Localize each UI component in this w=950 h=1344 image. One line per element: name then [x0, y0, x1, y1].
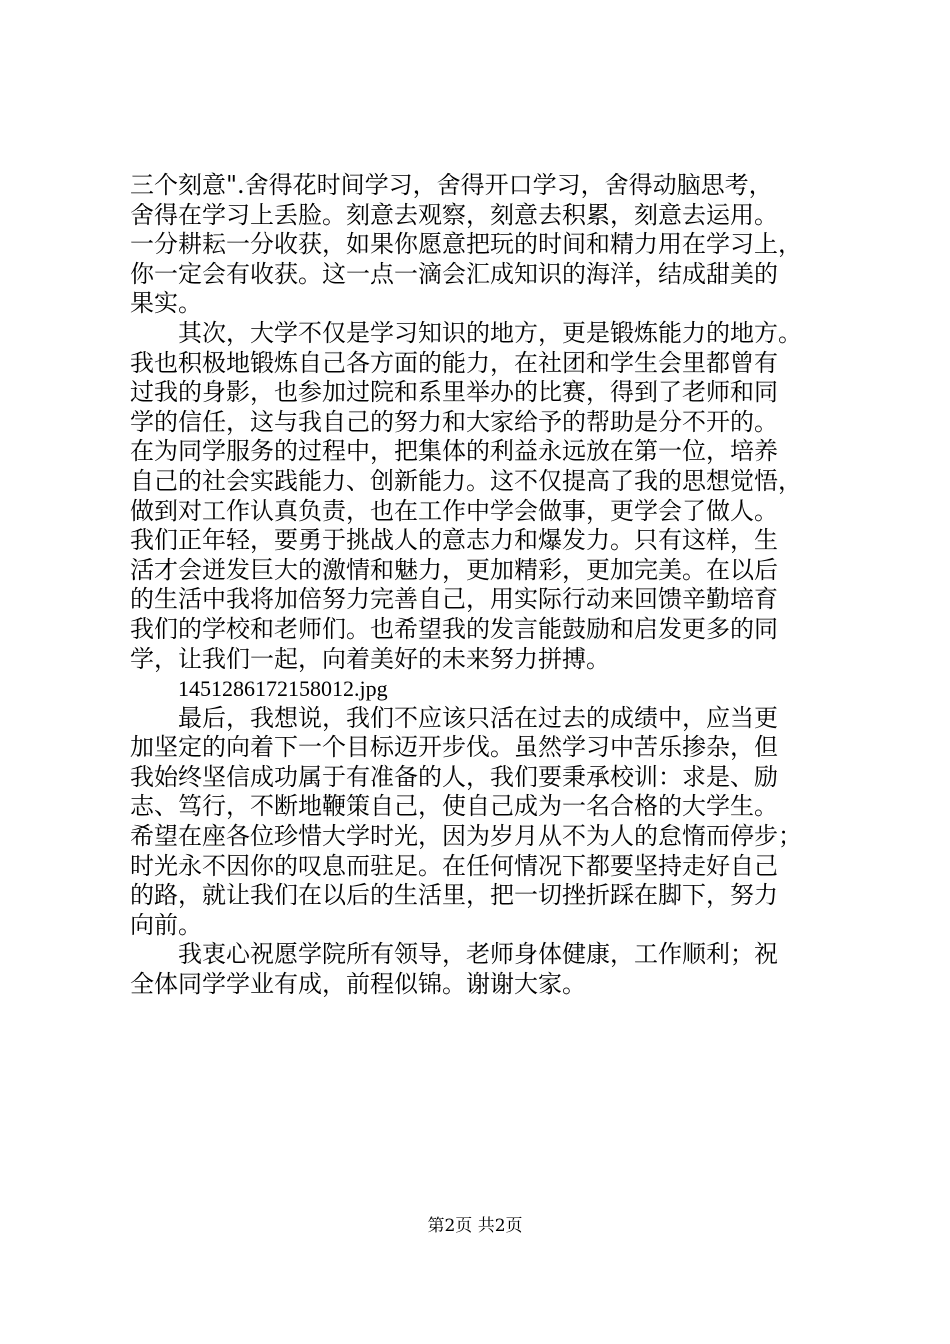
text-line: 学，让我们一起，向着美好的未来努力拼搏。 [130, 644, 610, 673]
text-line: 志、笃行，不断地鞭策自己，使自己成为一名合格的大学生。 [130, 792, 778, 821]
paragraph-start-line: 其次，大学不仅是学习知识的地方，更是锻炼能力的地方。 [178, 318, 802, 347]
paragraph-start-line: 我衷心祝愿学院所有领导，老师身体健康，工作顺利；祝 [178, 940, 778, 969]
text-line: 果实。 [130, 289, 202, 318]
text-line: 希望在座各位珍惜大学时光，因为岁月从不为人的怠惰而停步； [130, 822, 802, 851]
page-number: 第2页 共2页 [427, 1216, 523, 1236]
speech-body [130, 171, 850, 1000]
text-line: 活才会迸发巨大的激情和魅力，更加精彩，更加完美。在以后 [130, 555, 778, 584]
text-line: 三个刻意".舍得花时间学习，舍得开口学习，舍得动脑思考， [130, 171, 773, 199]
text-line: 舍得在学习上丢脸。刻意去观察，刻意去积累，刻意去运用。 [130, 200, 778, 229]
text-line: 向前。 [130, 910, 202, 939]
text-line: 时光永不因你的叹息而驻足。在任何情况下都要坚持走好自己 [130, 851, 778, 880]
text-line: 过我的身影，也参加过院和系里举办的比赛，得到了老师和同 [130, 378, 778, 407]
text-line: 的路，就让我们在以后的生活里，把一切挫折踩在脚下，努力 [130, 881, 778, 910]
text-line: 在为同学服务的过程中，把集体的利益永远放在第一位，培养 [130, 437, 778, 466]
text-line: 全体同学学业有成，前程似锦。谢谢大家。 [130, 970, 586, 999]
image-filename: 1451286172158012.jpg [178, 676, 388, 702]
text-line: 的生活中我将加倍努力完善自己，用实际行动来回馈辛勤培育 [130, 585, 778, 614]
text-line: 我始终坚信成功属于有准备的人，我们要秉承校训：求是、励 [130, 762, 778, 791]
text-line: 加坚定的向着下一个目标迈开步伐。虽然学习中苦乐掺杂，但 [130, 733, 778, 762]
page-footer [0, 1214, 950, 1238]
text-line: 我们的学校和老师们。也希望我的发言能鼓励和启发更多的同 [130, 614, 778, 643]
text-line: 自己的社会实践能力、创新能力。这不仅提高了我的思想觉悟， [130, 466, 802, 495]
paragraph-start-line: 最后，我想说，我们不应该只活在过去的成绩中，应当更 [178, 703, 778, 732]
text-line: 我也积极地锻炼自己各方面的能力，在社团和学生会里都曾有 [130, 348, 778, 377]
text-line: 做到对工作认真负责，也在工作中学会做事，更学会了做人。 [130, 496, 778, 525]
text-line: 我们正年轻，要勇于挑战人的意志力和爆发力。只有这样，生 [130, 526, 778, 555]
text-line: 一分耕耘一分收获，如果你愿意把玩的时间和精力用在学习上， [130, 230, 802, 259]
text-line: 你一定会有收获。这一点一滴会汇成知识的海洋，结成甜美的 [130, 259, 778, 288]
text-line: 学的信任，这与我自己的努力和大家给予的帮助是分不开的。 [130, 407, 778, 436]
